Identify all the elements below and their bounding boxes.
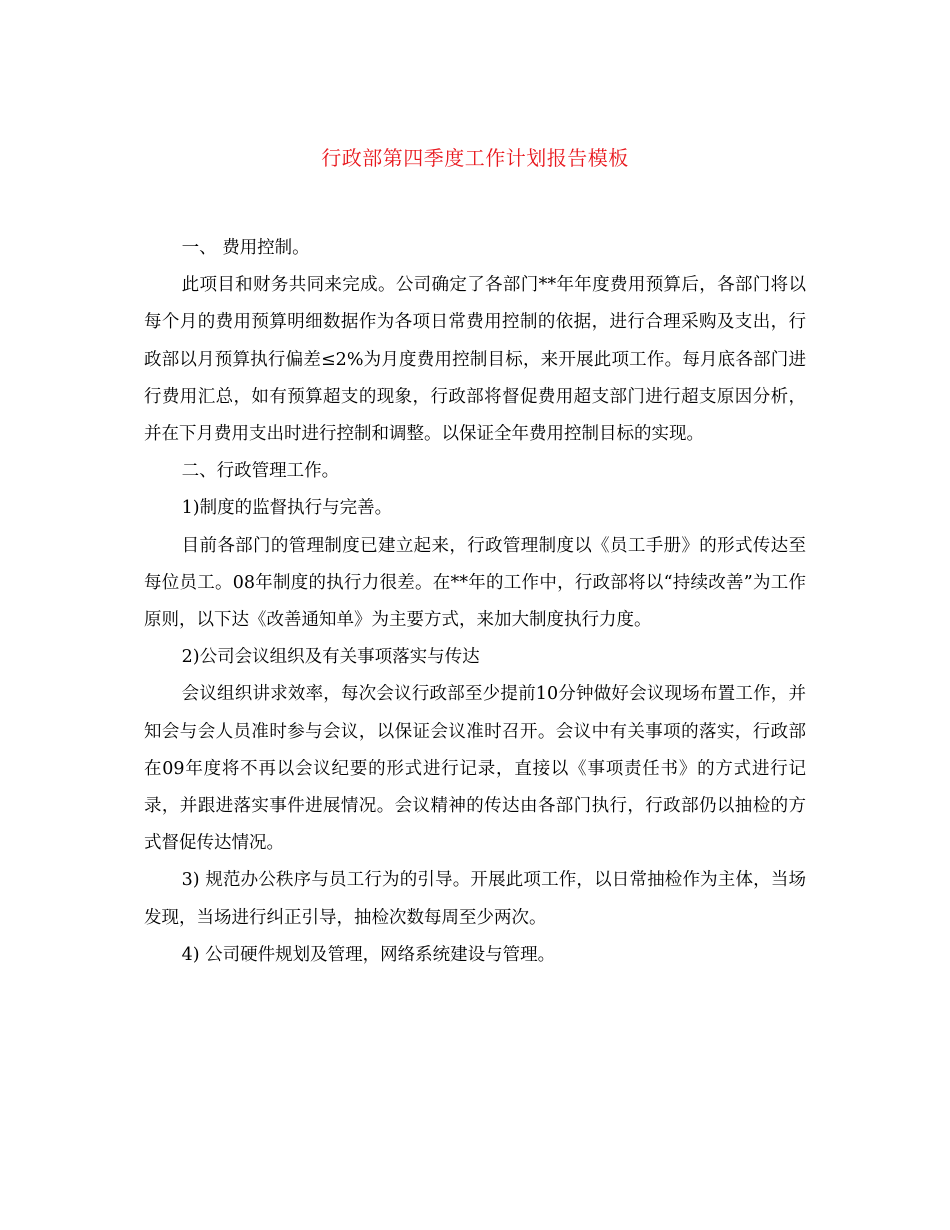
document-title: 行政部第四季度工作计划报告模板: [321, 146, 629, 170]
paragraph-office-order: 3) 规范办公秩序与员工行为的引导。开展此项工作，以日常抽检作为主体，当场发现，当场进行纠正引导，抽检次数每周至少两次。: [144, 870, 806, 928]
section-heading-admin-management: 二、行政管理工作。: [181, 461, 340, 482]
paragraph-hardware-network: 4) 公司硬件规划及管理，网络系统建设与管理。: [181, 944, 556, 965]
section-heading-cost-control: 一、 费用控制。: [181, 238, 310, 258]
paragraph-meeting-organization: 会议组织讲求效率，每次会议行政部至少提前10分钟做好会议现场布置工作，并知会与会人员准时参与会议，以保证会议准时召开。会议中有关事项的落实，行政部在09年度将不再以会议纪要的形式进行记录，直接以《事项责任书》的方式进行记录，并跟进落实事件进展情况。会议精神的传达由各部门执行，行政部仍以抽检的方式督促传达情况。: [144, 684, 806, 854]
subheading-policy-supervision: 1)制度的监督执行与完善。: [181, 498, 393, 519]
subheading-meeting-organization: 2)公司会议组织及有关事项落实与传达: [181, 647, 480, 668]
paragraph-policy-supervision: 目前各部门的管理制度已建立起来，行政管理制度以《员工手册》的形式传达至每位员工。08年制度的执行力很差。在**年的工作中，行政部将以“持续改善”为工作原则，以下达《改善通知单》为主要方式，来加大制度执行力度。: [144, 535, 806, 631]
document-body: [144, 230, 806, 974]
paragraph-cost-control: 此项目和财务共同来完成。公司确定了各部门**年年度费用预算后，各部门将以每个月的费用预算明细数据作为各项日常费用控制的依据，进行合理采购及支出，行政部以月预算执行偏差≤2%为月度费用控制目标，来开展此项工作。每月底各部门进行费用汇总，如有预算超支的现象，行政部将督促费用超支部门进行超支原因分析， 并在下月费用支出时进行控制和调整。以保证全年费用控制目标的实现。: [144, 275, 806, 445]
